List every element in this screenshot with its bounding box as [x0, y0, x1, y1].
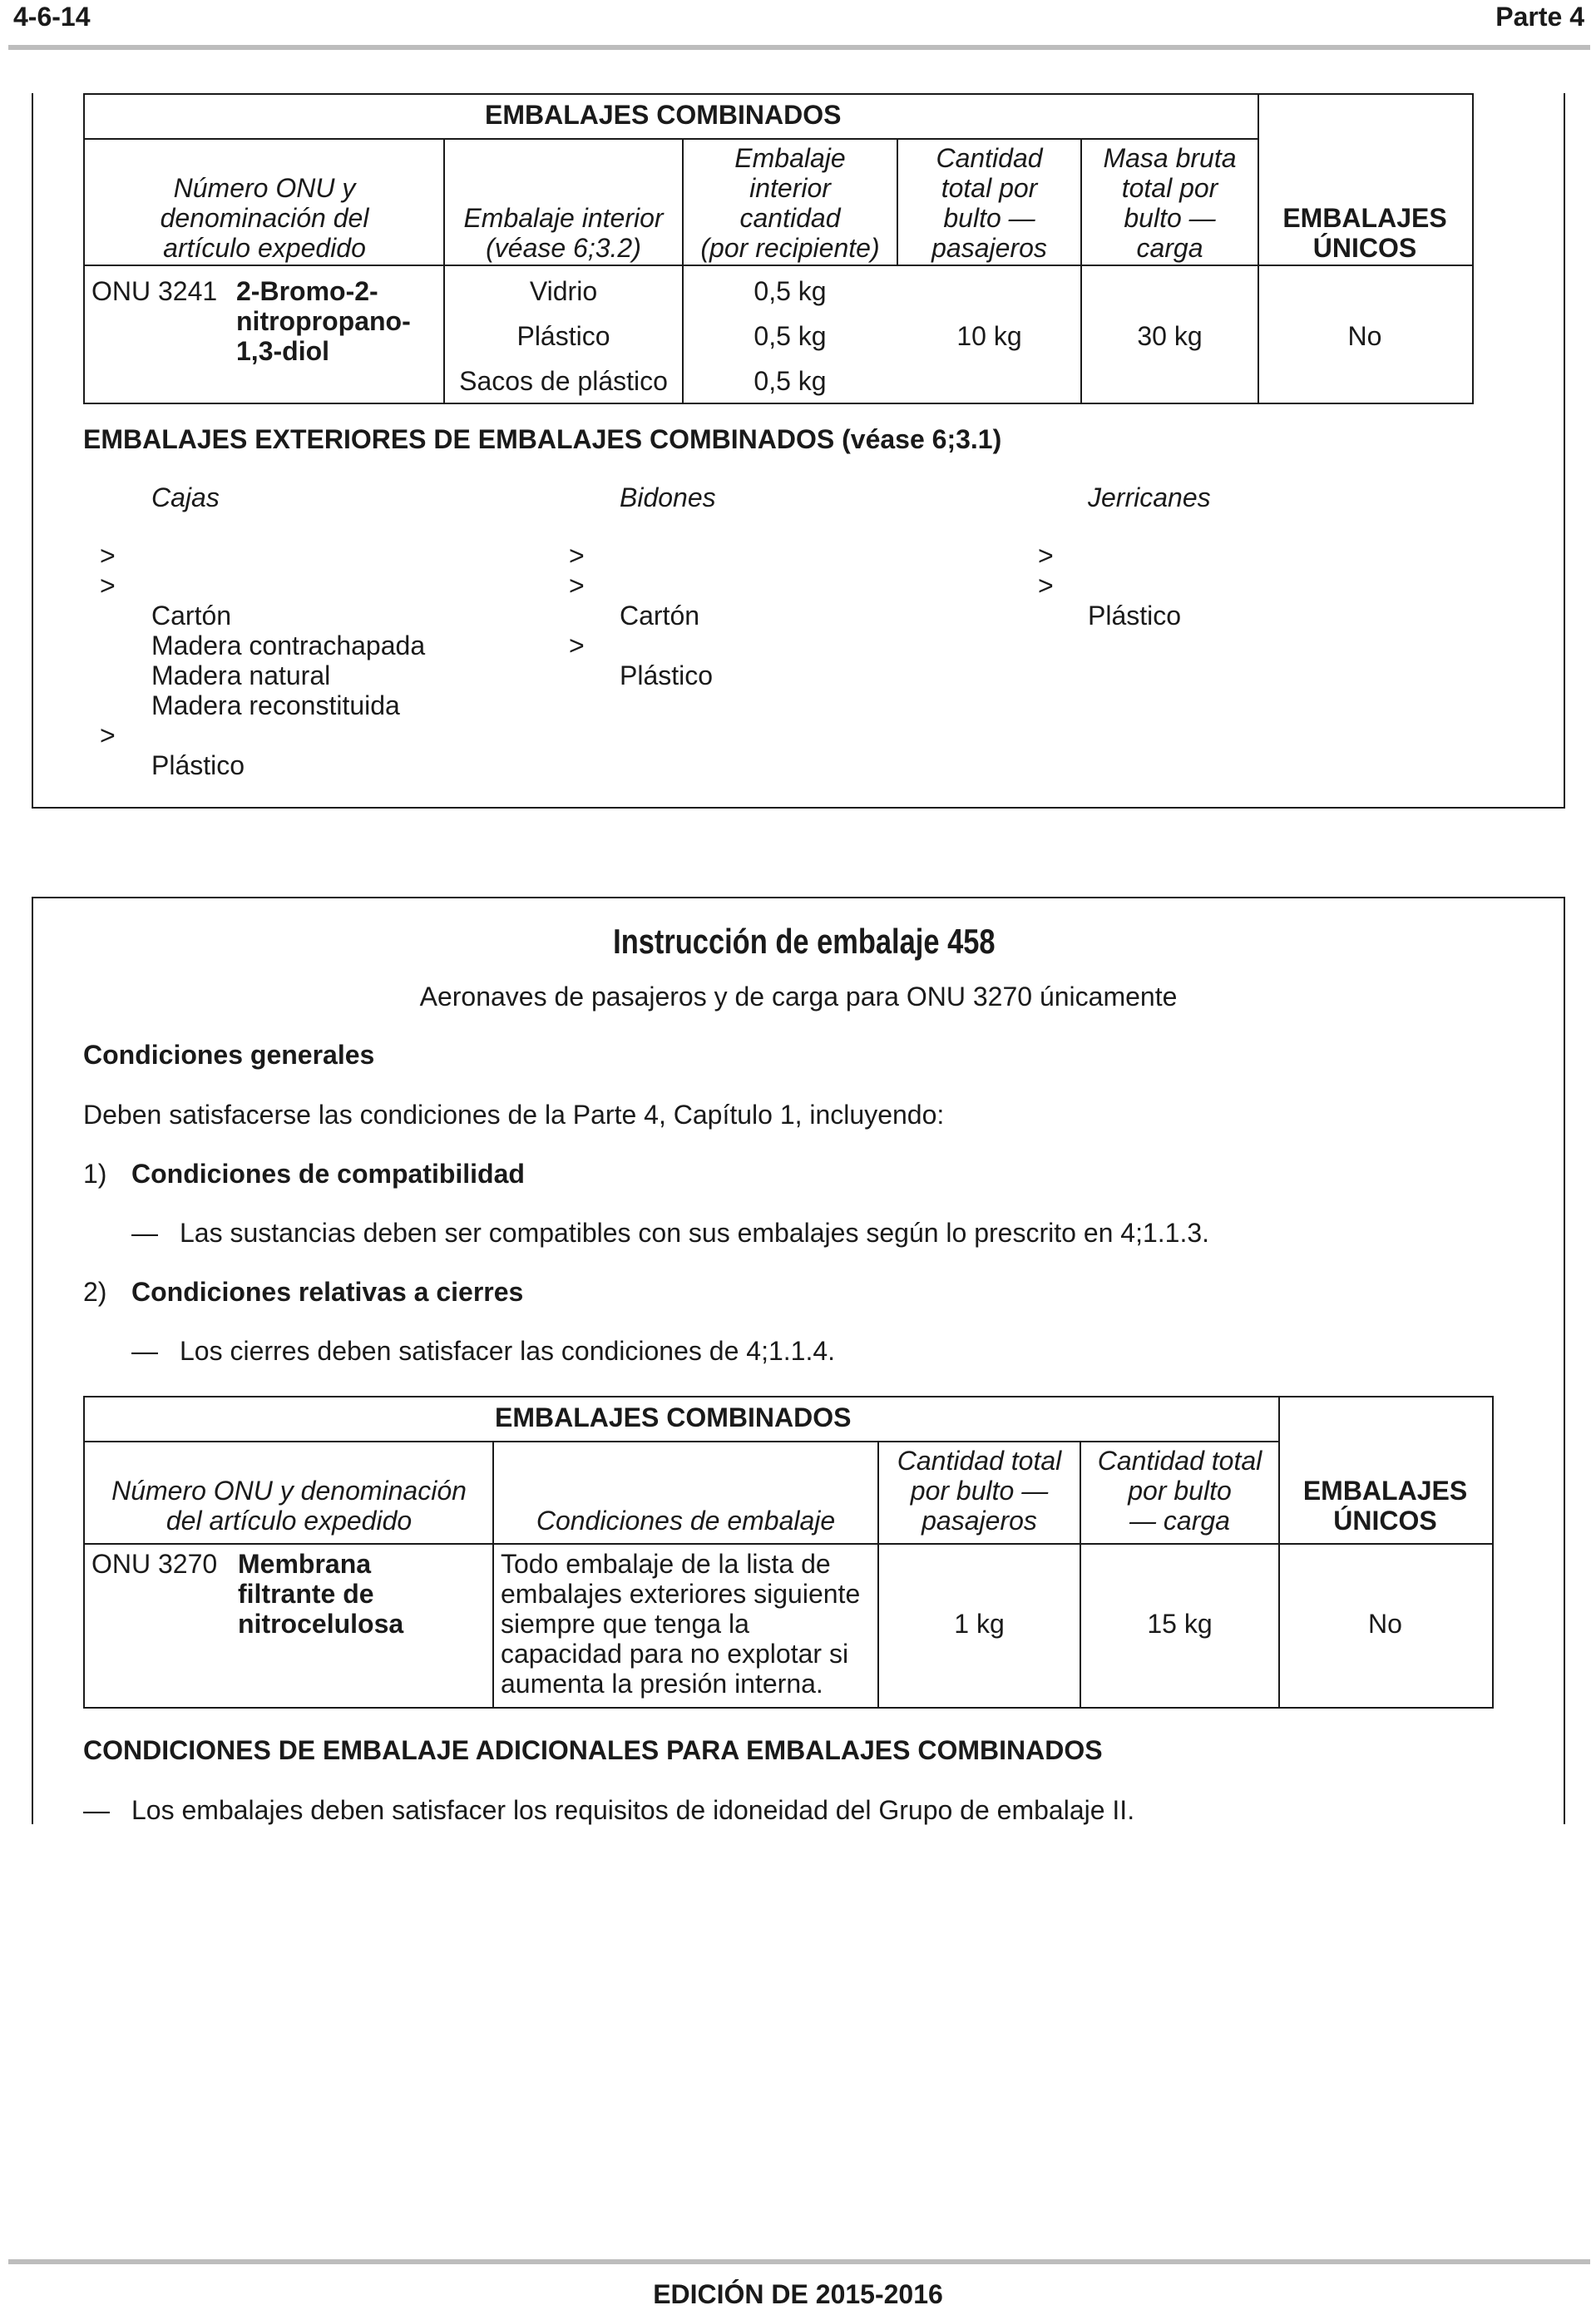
- cond2-number: 2): [83, 1277, 107, 1307]
- general-conditions-heading: Condiciones generales: [83, 1040, 375, 1070]
- list-item: Cartón: [151, 601, 232, 631]
- section1-left-border: [32, 93, 33, 809]
- table1-col-inner-qty: Embalaje interior cantidad (por recipiente): [700, 143, 880, 263]
- table2-un-number: ONU 3270: [91, 1549, 218, 1579]
- list-item: Plástico: [151, 750, 245, 780]
- cond1-dash: —: [131, 1218, 158, 1248]
- table1-col-inner: Embalaje interior (véase 6;3.2): [463, 203, 664, 263]
- footer-rule: [8, 2259, 1590, 2264]
- table1-inner-type-1: Vidrio: [529, 276, 598, 306]
- cond2-text: Los cierres deben satisfacer las condiciones de 4;1.1.4.: [180, 1336, 836, 1366]
- table2-col-single: EMBALAJES ÚNICOS: [1302, 1476, 1468, 1536]
- marker: >: [1038, 571, 1054, 601]
- header-rule: [8, 45, 1590, 50]
- table2-col-conditions: Condiciones de embalaje: [536, 1506, 836, 1536]
- section2-top-border: [32, 897, 1565, 898]
- table2-substance: Membrana filtrante de nitrocelulosa: [238, 1549, 404, 1639]
- marker: >: [569, 631, 585, 660]
- list-item: Madera natural: [151, 660, 331, 690]
- marker: >: [100, 720, 116, 750]
- part-label: Parte 4: [1495, 2, 1584, 32]
- section1-right-border: [1564, 93, 1565, 809]
- list-item: Plástico: [1088, 601, 1182, 631]
- cond1-text: Las sustancias deben ser compatibles con sus embalajes según lo prescrito en 4;1.1.3.: [180, 1218, 1210, 1248]
- table2-col-un-name: Número ONU y denominación del artículo expedido: [111, 1476, 467, 1536]
- section2-left-border: [32, 897, 33, 1824]
- outer1-heading-bidones: Bidones: [620, 482, 716, 512]
- table1-col-single: EMBALAJES ÚNICOS: [1282, 203, 1447, 263]
- additional-conditions-heading: CONDICIONES DE EMBALAJE ADICIONALES PARA EMBALAJES COMBINADOS: [83, 1735, 1103, 1765]
- table1-pax-qty: 10 kg: [956, 321, 1022, 351]
- table1-inner-type-2: Plástico: [516, 321, 610, 351]
- general-conditions-intro: Deben satisfacerse las condiciones de la Parte 4, Capítulo 1, incluyendo:: [83, 1100, 945, 1130]
- table1-inner-qty-2: 0,5 kg: [754, 321, 827, 351]
- table1-inner-type-3: Sacos de plástico: [459, 366, 668, 396]
- table2-group-header: EMBALAJES COMBINADOS: [495, 1402, 852, 1432]
- edition-label: EDICIÓN DE 2015-2016: [653, 2279, 943, 2309]
- list-item: Madera contrachapada: [151, 631, 426, 660]
- page-reference: 4-6-14: [13, 2, 91, 32]
- marker: >: [100, 571, 116, 601]
- table2-col-pax: Cantidad total por bulto — pasajeros: [897, 1446, 1062, 1536]
- outer1-title: EMBALAJES EXTERIORES DE EMBALAJES COMBINADOS (véase 6;3.1): [83, 424, 1002, 454]
- marker: >: [1038, 541, 1054, 571]
- table1-inner-qty-1: 0,5 kg: [754, 276, 827, 306]
- list-item: Plástico: [620, 660, 714, 690]
- table1-col-un-name: Número ONU y denominación del artículo expedido: [160, 173, 369, 263]
- table2-conditions: Todo embalaje de la lista de embalajes exteriores siguiente siempre que tenga la capacidad para no explotar si aumenta la presión interna.: [501, 1549, 861, 1699]
- outer1-heading-cajas: Cajas: [151, 482, 220, 512]
- table1-col-pax: Cantidad total por bulto — pasajeros: [931, 143, 1047, 263]
- table2-pax-qty: 1 kg: [954, 1609, 1005, 1639]
- table1-col-cargo: Masa bruta total por bulto — carga: [1103, 143, 1237, 263]
- marker: >: [569, 541, 585, 571]
- table1-group-header: EMBALAJES COMBINADOS: [485, 100, 842, 130]
- cond2-dash: —: [131, 1336, 158, 1366]
- section1-bottom-border: [32, 807, 1565, 809]
- outer1-heading-jerricanes: Jerricanes: [1088, 482, 1211, 512]
- cond1-number: 1): [83, 1159, 107, 1189]
- list-item: Cartón: [620, 601, 700, 631]
- table1-substance: 2-Bromo-2- nitropropano- 1,3-diol: [236, 276, 411, 366]
- section2-right-border: [1564, 897, 1565, 1824]
- table1-single: No: [1347, 321, 1382, 351]
- additional-dash: —: [83, 1795, 110, 1825]
- table2-single: No: [1368, 1609, 1402, 1639]
- table1-inner-qty-3: 0,5 kg: [754, 366, 827, 396]
- table2-col-cargo: Cantidad total por bulto — carga: [1097, 1446, 1262, 1536]
- table1-cargo-qty: 30 kg: [1137, 321, 1203, 351]
- pi458-title: Instrucción de embalaje 458: [613, 922, 996, 961]
- additional-conditions-text: Los embalajes deben satisfacer los requisitos de idoneidad del Grupo de embalaje II.: [131, 1795, 1135, 1825]
- pi458-subtitle: Aeronaves de pasajeros y de carga para ONU 3270 únicamente: [419, 982, 1178, 1012]
- marker: >: [569, 571, 585, 601]
- table1-un-number: ONU 3241: [91, 276, 218, 306]
- cond1-title: Condiciones de compatibilidad: [131, 1159, 525, 1189]
- cond2-title: Condiciones relativas a cierres: [131, 1277, 524, 1307]
- table2-cargo-qty: 15 kg: [1147, 1609, 1213, 1639]
- list-item: Madera reconstituida: [151, 690, 400, 720]
- marker: >: [100, 541, 116, 571]
